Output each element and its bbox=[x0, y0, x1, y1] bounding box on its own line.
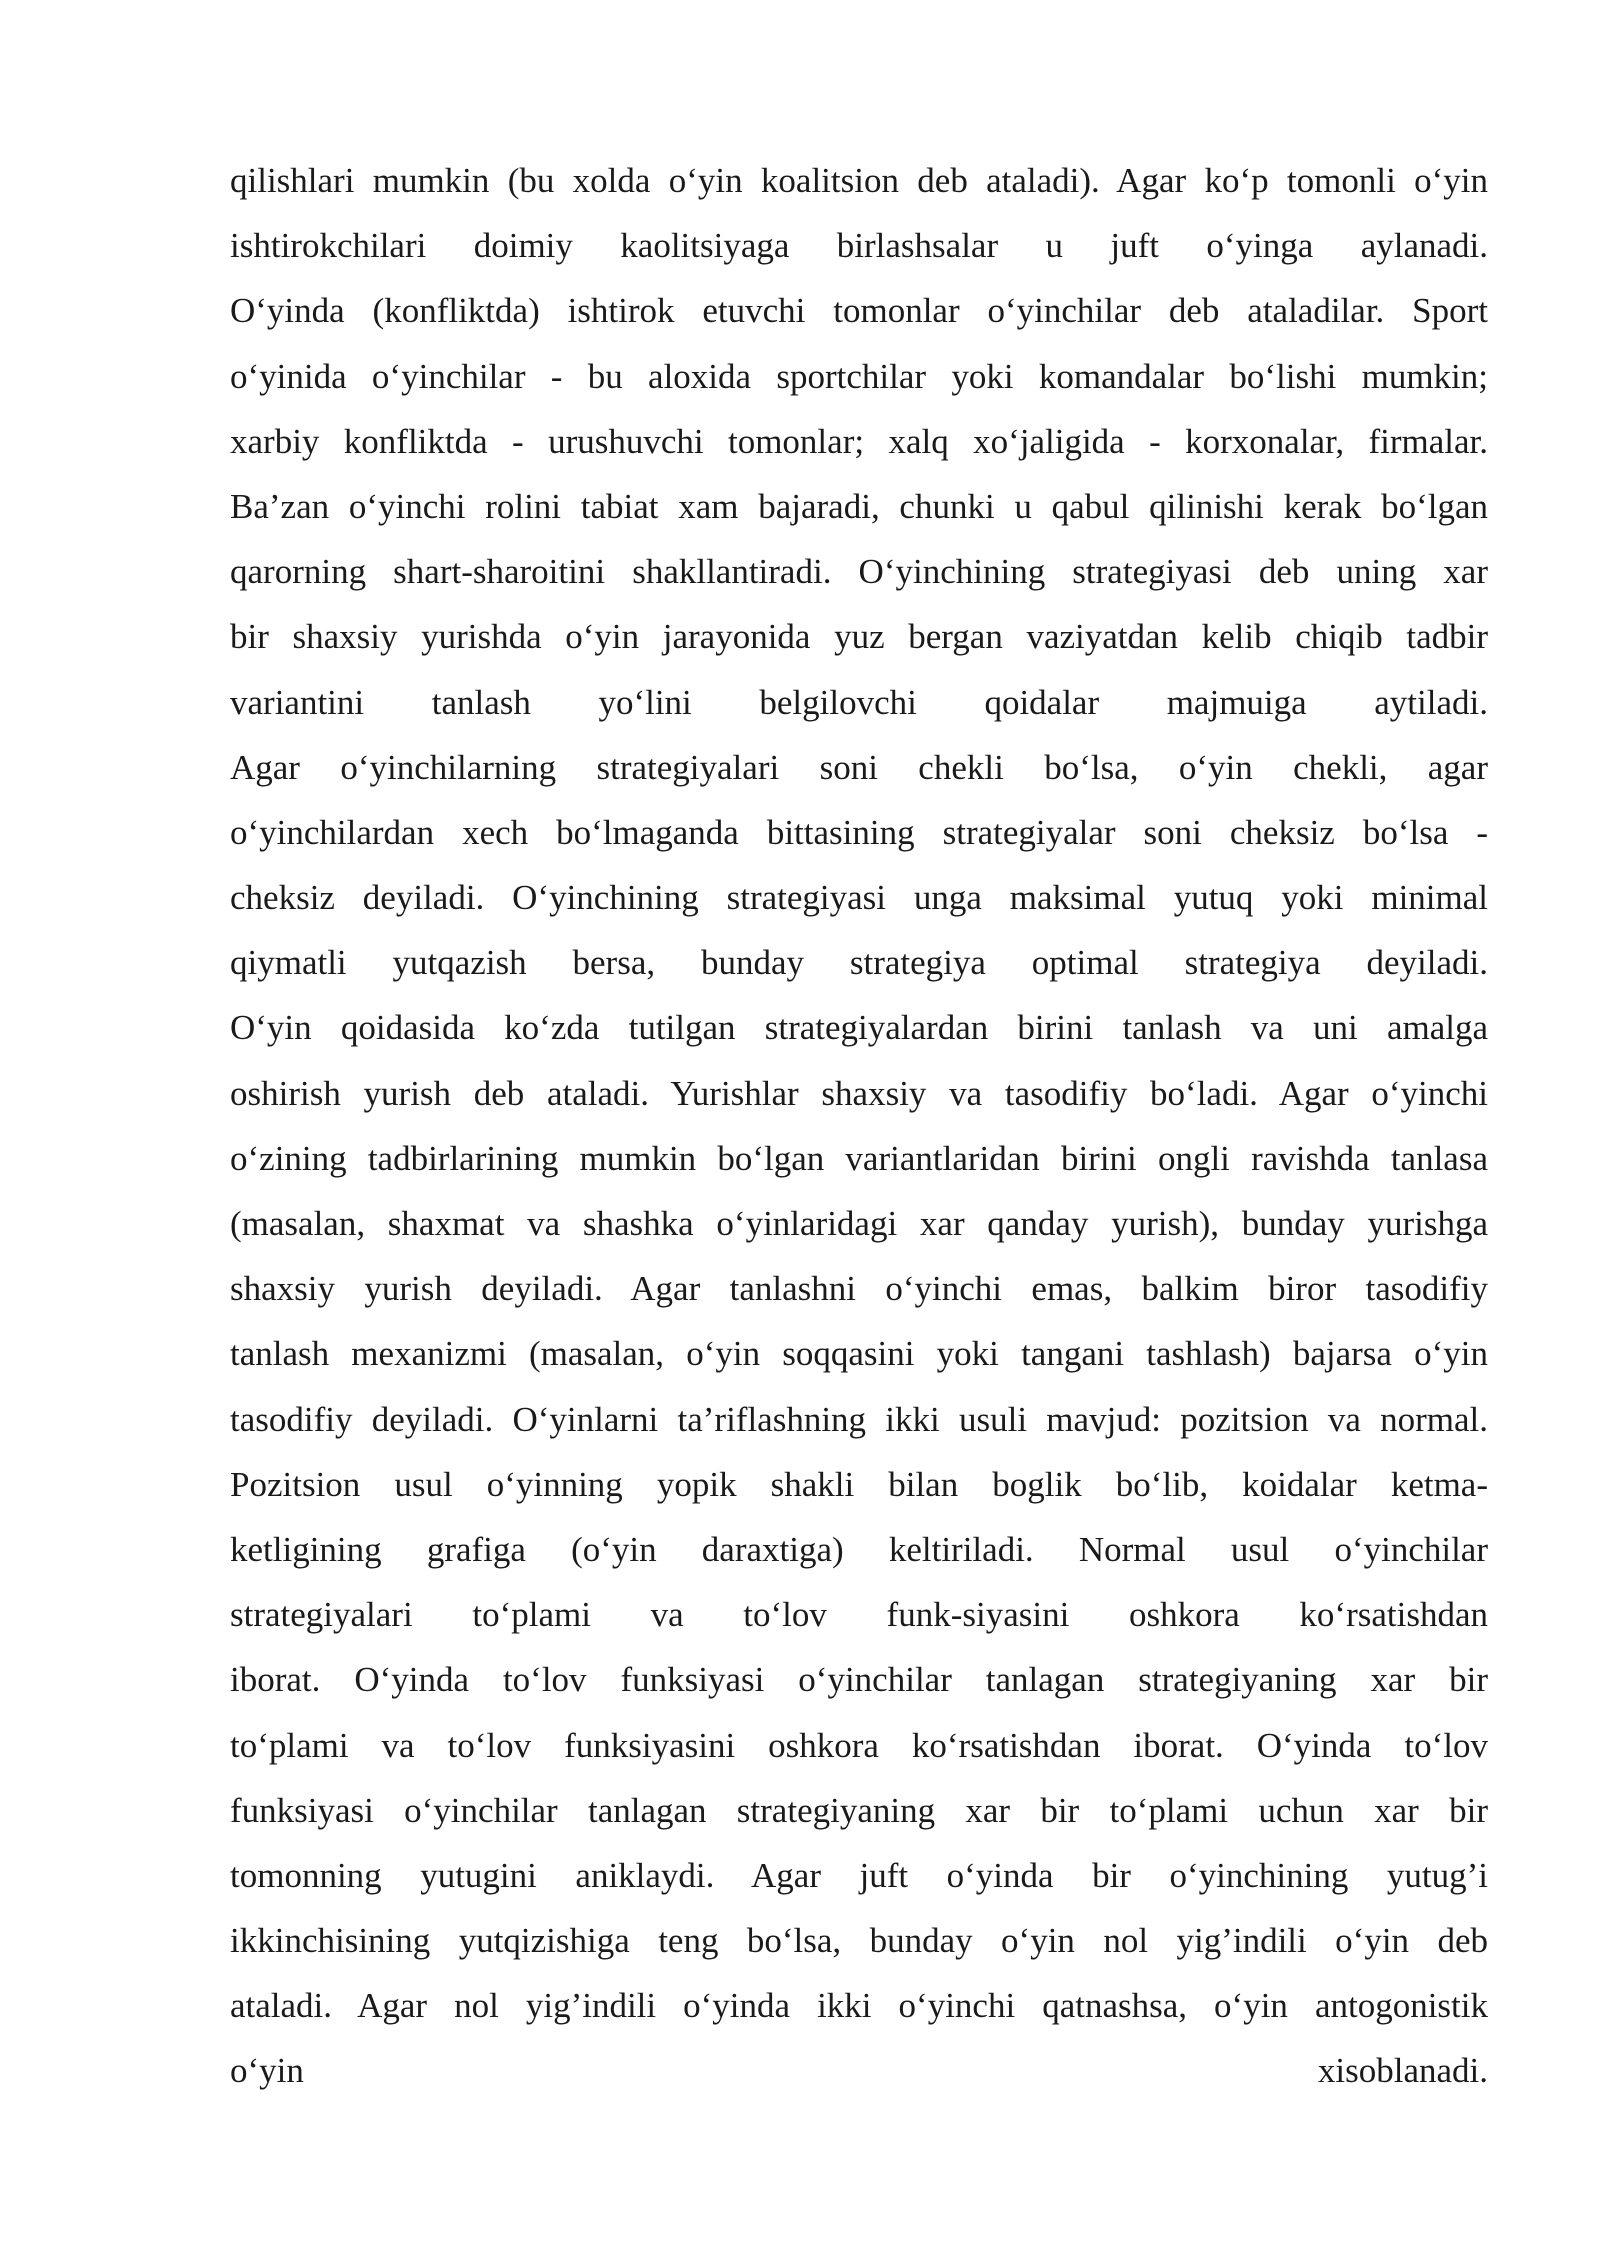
text-line: ikkinchisining yutqizishiga teng bo‘lsa, bunday o‘yin nol yig’indili o‘yin deb bbox=[230, 1921, 1488, 1961]
body-text bbox=[230, 148, 1488, 2104]
text-line: Ba’zan o‘yinchi rolini tabiat xam bajaradi, chunki u qabul qilinishi kerak bo‘lgan bbox=[230, 486, 1488, 526]
text-line: qilishlari mumkin (bu xolda o‘yin koalitsion deb ataladi). Agar ko‘p tomonli o‘yin bbox=[230, 161, 1488, 200]
text-line: strategiyalari to‘plami va to‘lov funk-siyasini oshkora ko‘rsatishdan bbox=[230, 1595, 1488, 1635]
text-line: to‘plami va to‘lov funksiyasini oshkora ko‘rsatishdan iborat. O‘yinda to‘lov bbox=[230, 1725, 1488, 1765]
text-line: o‘zining tadbirlarining mumkin bo‘lgan variantlaridan birini ongli ravishda tanlasa bbox=[230, 1138, 1488, 1178]
text-line: cheksiz deyiladi. O‘yinchining strategiyasi unga maksimal yutuq yoki minimal bbox=[230, 878, 1488, 918]
text-line: o‘yinida o‘yinchilar - bu aloxida sportchilar yoki komandalar bo‘lishi mumkin; bbox=[230, 356, 1488, 396]
text-line: tasodifiy deyiladi. O‘yinlarni ta’riflashning ikki usuli mavjud: pozitsion va normal. bbox=[230, 1399, 1488, 1439]
text-line: tomonning yutugini aniklaydi. Agar juft o‘yinda bir o‘yinchining yutug’i bbox=[230, 1855, 1488, 1895]
text-line: ataladi. Agar nol yig’indili o‘yinda ikki o‘yinchi qatnashsa, o‘yin antogonistik bbox=[230, 1986, 1488, 2026]
text-line: O‘yin qoidasida ko‘zda tutilgan strategiyalardan birini tanlash va uni amalga bbox=[230, 1008, 1488, 1048]
text-line: tanlash mexanizmi (masalan, o‘yin soqqasini yoki tangani tashlash) bajarsa o‘yin bbox=[230, 1334, 1488, 1374]
text-line: qiymatli yutqazish bersa, bunday strategiya optimal strategiya deyiladi. bbox=[230, 943, 1488, 983]
text-line: variantini tanlash yo‘lini belgilovchi qoidalar majmuiga aytiladi. bbox=[230, 682, 1488, 722]
text-line: qarorning shart-sharoitini shakllantiradi. O‘yinchining strategiyasi deb uning xar bbox=[230, 552, 1488, 592]
text-line: Agar o‘yinchilarning strategiyalari soni chekli bo‘lsa, o‘yin chekli, agar bbox=[230, 747, 1488, 787]
text-line: ishtirokchilari doimiy kaolitsiyaga birlashsalar u juft o‘yinga aylanadi. bbox=[230, 226, 1488, 266]
text-line: oshirish yurish deb ataladi. Yurishlar shaxsiy va tasodifiy bo‘ladi. Agar o‘yinchi bbox=[230, 1073, 1488, 1113]
text-line: xarbiy konfliktda - urushuvchi tomonlar; xalq xo‘jaligida - korxonalar, firmalar. bbox=[230, 421, 1488, 461]
text-line: o‘yin xisoblanadi. bbox=[230, 2051, 1488, 2091]
text-line: Pozitsion usul o‘yinning yopik shakli bilan boglik bo‘lib, koidalar ketma- bbox=[230, 1464, 1488, 1504]
text-line: shaxsiy yurish deyiladi. Agar tanlashni o‘yinchi emas, balkim biror tasodifiy bbox=[230, 1269, 1488, 1309]
text-line: iborat. O‘yinda to‘lov funksiyasi o‘yinchilar tanlagan strategiyaning xar bir bbox=[230, 1660, 1488, 1700]
text-line: funksiyasi o‘yinchilar tanlagan strategiyaning xar bir to‘plami uchun xar bir bbox=[230, 1790, 1488, 1830]
text-line: ketligining grafiga (o‘yin daraxtiga) keltiriladi. Normal usul o‘yinchilar bbox=[230, 1529, 1488, 1569]
text-line: bir shaxsiy yurishda o‘yin jarayonida yuz bergan vaziyatdan kelib chiqib tadbir bbox=[230, 617, 1488, 657]
text-line: O‘yinda (konfliktda) ishtirok etuvchi tomonlar o‘yinchilar deb ataladilar. Sport bbox=[230, 291, 1488, 331]
text-line: o‘yinchilardan xech bo‘lmaganda bittasining strategiyalar soni cheksiz bo‘lsa - bbox=[230, 812, 1488, 852]
text-line: (masalan, shaxmat va shashka o‘yinlaridagi xar qanday yurish), bunday yurishga bbox=[230, 1204, 1488, 1243]
